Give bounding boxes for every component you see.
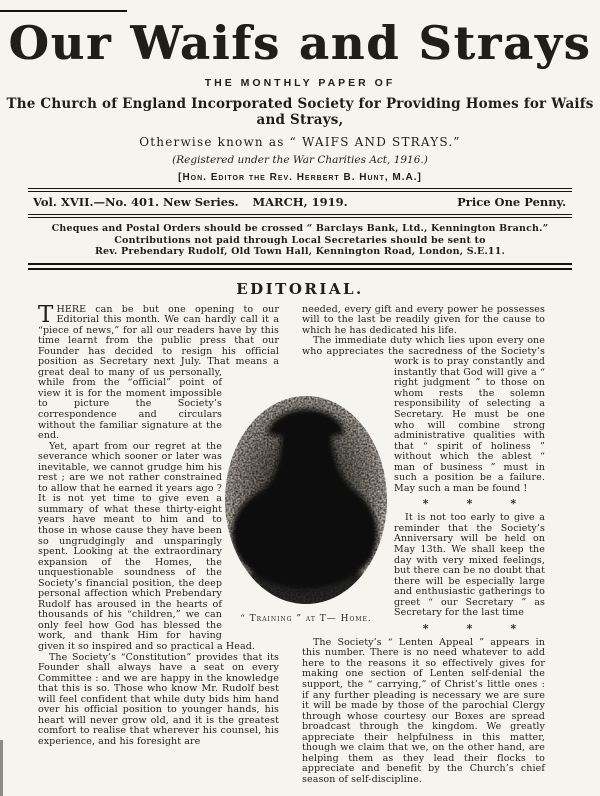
paper-title: Our Waifs and Strays [8,16,592,70]
masthead-subtitle-monthly: THE MONTHLY PAPER OF [204,77,396,89]
star-separator: * * * [422,621,517,635]
article-heading: EDITORIAL. [236,279,364,298]
photo-caption: “ Training ” at T— Home. [240,613,372,624]
paragraph: The Society’s “ Lenten Appeal ” appears in this number. There is no need whatever to add here to the reasons it so effectively gives for making one section of Lenten self-denial the support, the “ carrying,” of Christ’s little ones : if any further pleading is necessary we are sure it will be made by those of the parochial Clergy through whose courtesy our Boxes are spread broadcast through the kingdom. We greatly appreciate their helpfulness in this matter, though we claim that we, on the other hand, are helping them as they lead their flocks to appreciate and benefit by the Church’s chief season of self-discipline. [302,636,545,785]
notice-line-3: Rev. Prebendary Rudolf, Old Town Hall, Kennington Road, London, S.E.11. [94,246,506,257]
article-body [38,301,545,786]
notice-line-2: Contributions not paid through Local Secretaries should be sent to [114,234,486,246]
price-label: Price One Penny. [457,195,566,209]
rule-below-notice [28,263,572,270]
paragraph: Yet, apart from our regret at the severance which sooner or later was inevitable, we cannot grudge him his rest ; are we not rather constrained to allow that he earned it years ago ? It is not yet time to give even a summary of what these thirty-eight years have meant to him and to those in whose cause they have been so ungrudgingly and unsparingly spent. Looking at the extraordinary expansion of the Homes, the unquestionable soundness of the Society’s financial position, the deep personal affection which Prebendary Rudolf has aroused in the hearts of thousands of his “children,” we can only feel how God has blessed the work, and thank Him for having given it so inspired and so practical a Head. [38,440,256,652]
paragraph-text: HERE can be but one opening to our Editorial this month. We can hardly call it a “piece of news,” for all our readers have by this time learnt from the public press that our Founder has decided to resign his official position as Secretary next July. That means a great deal to many of us personally, while from the “official” point of view it is for the moment impossible to picture the Society’s correspondence and circulars without the familiar signature at the end. [38,303,279,442]
drop-cap: T [38,301,54,328]
notice-box [0,223,600,258]
oval-photo-training-home [222,393,390,608]
masthead [0,0,600,183]
rule-above-issue-bar [28,188,572,192]
editor-line: [Hon. Editor the Rev. Herbert B. Hunt, M.A.] [178,172,422,183]
masthead-otherwise-line: Otherwise known as “ WAIFS AND STRAYS.” [139,135,461,149]
date-label: MARCH, 1919. [252,195,348,209]
paragraph: The immediate duty which lies upon every one who appreciates the sacredness of the Society’s work is to pray constantly and instantly that God will give a “ right judgment ” to those on whom rests the solemn responsibility of selecting a Secretary. He must be one who will combine strong administrative qualities with that “ spirit of holiness ” without which the ablest “ man of business ” must in such a position be a failure. May such a man be found ! [302,335,545,494]
registration-line: (Registered under the War Charities Act, 1916.) [172,154,428,166]
scan-artifact-left-edge [0,740,3,796]
rule-below-issue-bar [28,214,572,218]
paragraph: It is not too early to give a reminder that the Society’s Anniversary will be held on May 13th. We shall keep the day with very mixed feelings, but there can be no doubt that there will be especially large and enthusiastic gatherings to greet “ our Secretary ” as Secretary for the last time [394,512,545,619]
paragraph: needed, every gift and every power he possesses will to the last be readily given for the cause to which he has dedicated his life. [302,303,545,336]
issue-bar [28,195,572,209]
scan-artifact-top-line [0,10,127,12]
star-separator: * * * [422,497,517,511]
masthead-society-line: The Church of England Incorporated Society for Providing Homes for Waifs and Strays, [6,96,594,128]
volume-label: Vol. XVII.—No. 401. New Series. [33,195,239,209]
paragraph: The Society’s “Constitution” provides that its Founder shall always have a seat on every Committee : and we are happy in the knowledge that this is so. Those who know Mr. Rudolf best will feel confident that while duty bids him hand over his official position to younger hands, his heart will never grow old, and it is the greatest comfort to realise that wherever his counsel, his experience, and his foresight are [38,651,279,747]
photo-figure [222,393,390,624]
notice-line-1: Cheques and Postal Orders should be crossed “ Barclays Bank, Ltd., Kennington Branch.” [51,223,549,234]
